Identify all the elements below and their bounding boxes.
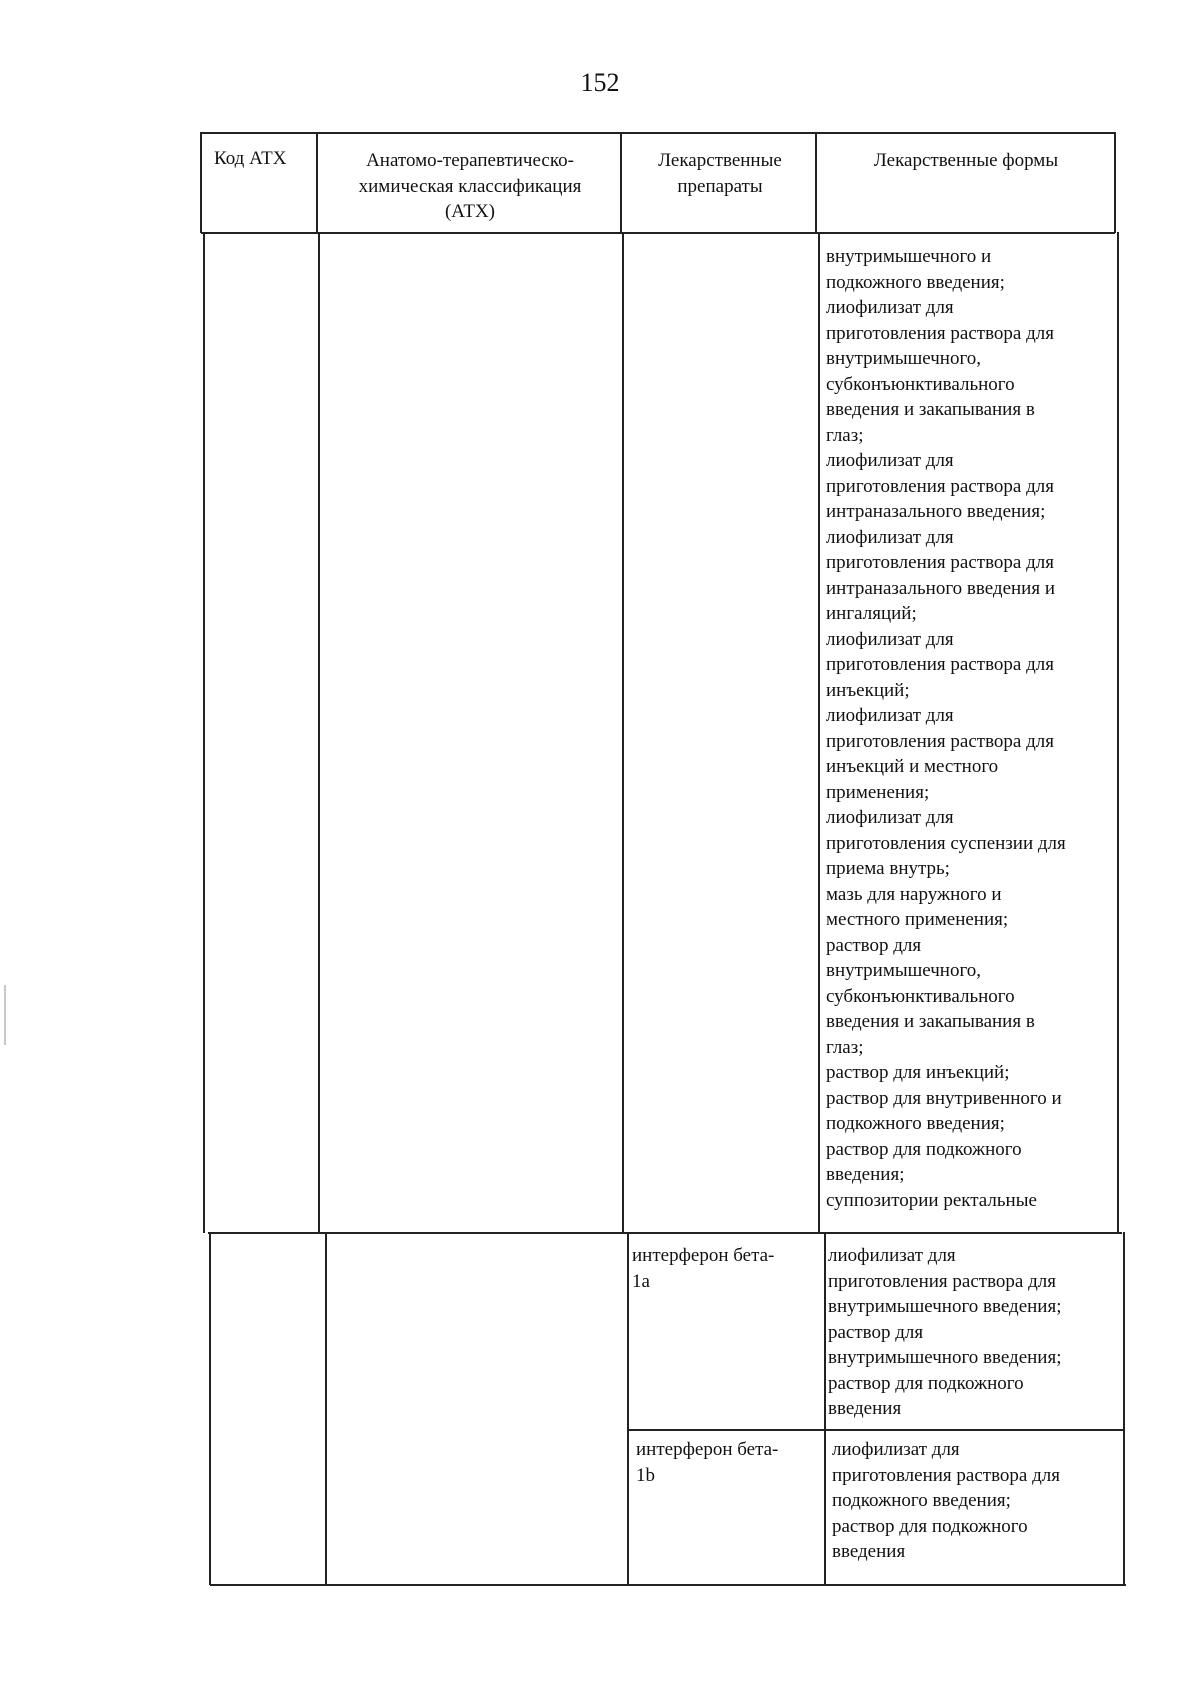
form-line: субконъюнктивального: [826, 985, 1015, 1007]
column-line: [622, 232, 624, 1233]
form-line: приготовления суспензии для: [826, 832, 1066, 854]
drug-name-line: интерферон бета-: [636, 1439, 779, 1460]
form-line: раствор для: [828, 1321, 924, 1343]
header-code-text: Код АТХ: [214, 148, 287, 169]
form-line: лиофилизат для: [826, 628, 954, 650]
form-line: приготовления раствора для: [826, 654, 1054, 675]
form-line: внутримышечного,: [826, 960, 982, 981]
row-drug-cell: [636, 1437, 826, 1488]
form-line: введения и закапывания в: [826, 1011, 1035, 1032]
form-line: приготовления раствора для: [826, 730, 1054, 752]
form-line: введения и закапывания в: [826, 399, 1035, 420]
form-line: глаз;: [826, 1036, 864, 1058]
form-line: лиофилизат для: [826, 450, 954, 471]
form-line: раствор для подкожного: [832, 1515, 1028, 1537]
column-line: [818, 232, 820, 1233]
header-drugs: [622, 148, 818, 199]
row-forms-cell: [832, 1437, 1122, 1565]
row-separator: [208, 1232, 1122, 1234]
form-line: лиофилизат для: [826, 705, 954, 726]
form-line: подкожного введения;: [826, 271, 1005, 293]
column-line: [1114, 132, 1116, 233]
column-line: [1123, 1232, 1125, 1585]
column-line: [824, 1232, 826, 1585]
column-line: [1117, 232, 1119, 1233]
page-number: 152: [580, 68, 620, 97]
form-line: местного применения;: [826, 909, 1009, 930]
form-line: лиофилизат для: [826, 297, 954, 318]
form-line: интраназального введения;: [826, 501, 1046, 522]
form-line: внутримышечного,: [826, 348, 982, 369]
form-line: ингаляций;: [826, 603, 917, 624]
header-classification-line: (АТХ): [444, 201, 496, 222]
row-separator: [628, 1429, 1125, 1431]
form-line: введения: [828, 1398, 902, 1419]
form-line: введения: [832, 1541, 906, 1562]
form-line: лиофилизат для: [826, 807, 954, 828]
form-line: раствор для подкожного: [828, 1372, 1024, 1394]
row-forms-cell: [826, 244, 1116, 1213]
row-drug-cell: [632, 1243, 822, 1294]
form-line: раствор для подкожного: [826, 1138, 1022, 1160]
header-drugs-line: препараты: [677, 175, 763, 197]
form-line: внутримышечного введения;: [828, 1296, 1062, 1317]
table-border-bottom: [210, 1584, 1126, 1586]
table-border-top: [200, 132, 1115, 134]
form-line: суппозитории ректальные: [826, 1189, 1037, 1211]
column-line: [815, 132, 817, 233]
column-line: [203, 232, 205, 1233]
form-line: лиофилизат для: [828, 1245, 956, 1266]
drug-name-line: 1a: [632, 1270, 650, 1292]
form-line: приготовления раствора для: [826, 475, 1054, 497]
row-forms-cell: [828, 1243, 1118, 1422]
header-classification-line: Анатомо-терапевтическо-: [366, 150, 574, 171]
column-line: [209, 1232, 211, 1585]
form-line: введения;: [826, 1164, 905, 1185]
form-line: внутримышечного и: [826, 246, 992, 267]
form-line: глаз;: [826, 424, 864, 446]
form-line: приготовления раствора для: [826, 322, 1054, 344]
column-line: [620, 132, 622, 233]
header-separator: [201, 232, 1115, 234]
form-line: субконъюнктивального: [826, 373, 1015, 395]
form-line: интраназального введения и: [826, 577, 1056, 599]
header-forms-text: Лекарственные формы: [873, 150, 1059, 171]
form-line: подкожного введения;: [826, 1113, 1005, 1134]
scan-margin-mark: [4, 985, 6, 1045]
form-line: приема внутрь;: [826, 858, 950, 879]
column-line: [318, 232, 320, 1233]
header-forms: [818, 148, 1114, 174]
form-line: применения;: [826, 781, 930, 803]
column-line: [627, 1232, 629, 1585]
form-line: приготовления раствора для: [828, 1270, 1056, 1292]
form-line: раствор для инъекций;: [826, 1062, 1010, 1083]
header-classification: [318, 148, 622, 225]
header-code: [200, 146, 320, 172]
form-line: лиофилизат для: [826, 526, 954, 548]
header-classification-line: химическая классификация: [358, 175, 582, 197]
form-line: лиофилизат для: [832, 1439, 960, 1460]
form-line: мазь для наружного и: [826, 883, 1002, 905]
column-line: [316, 132, 318, 233]
drug-name-line: 1b: [636, 1464, 655, 1486]
form-line: подкожного введения;: [832, 1490, 1011, 1511]
form-line: инъекций и местного: [826, 756, 999, 777]
form-line: инъекций;: [826, 679, 910, 701]
form-line: внутримышечного введения;: [828, 1347, 1062, 1368]
header-drugs-line: Лекарственные: [658, 150, 782, 171]
form-line: раствор для: [826, 934, 922, 956]
form-line: приготовления раствора для: [826, 552, 1054, 573]
form-line: приготовления раствора для: [832, 1464, 1060, 1486]
column-line: [325, 1232, 327, 1585]
drug-name-line: интерферон бета-: [632, 1245, 775, 1266]
column-line: [200, 132, 202, 233]
form-line: раствор для внутривенного и: [826, 1087, 1062, 1109]
